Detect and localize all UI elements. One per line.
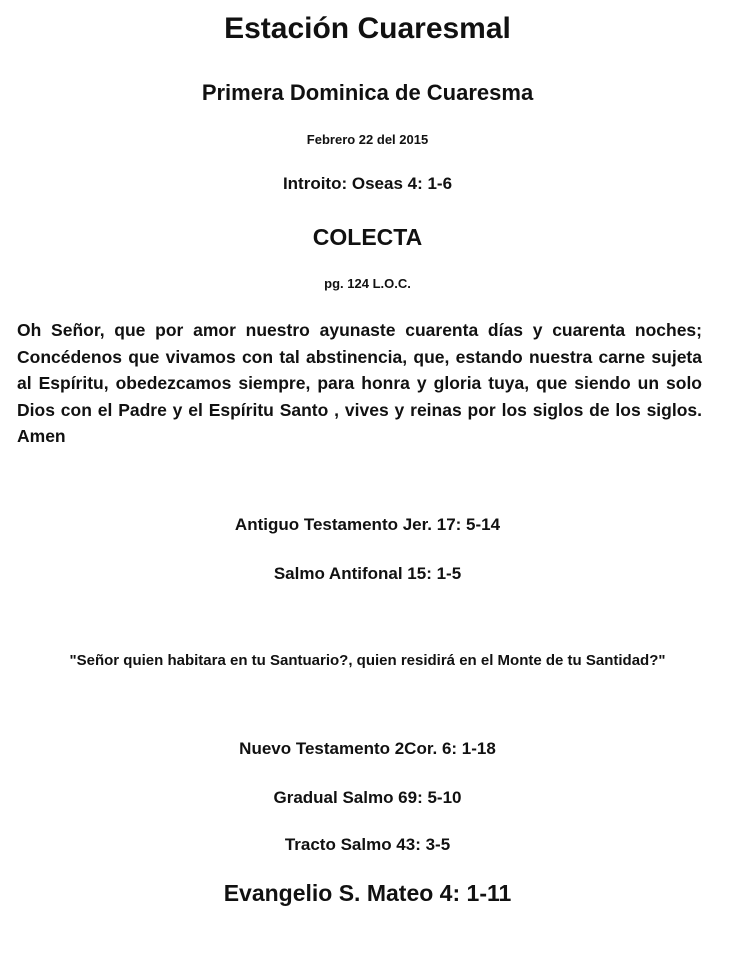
antiphonal-psalm: Salmo Antifonal 15: 1-5 xyxy=(273,564,462,583)
page-title: Estación Cuaresmal xyxy=(224,12,511,45)
gradual-psalm: Gradual Salmo 69: 5-10 xyxy=(273,788,462,807)
collect-heading: COLECTA xyxy=(312,224,423,250)
collect-page-reference: pg. 124 L.O.C. xyxy=(324,276,411,291)
collect-text: Oh Señor, que por amor nuestro ayunaste cuarenta días y cuarenta noches; Concédenos que vivamos con tal abstinencia, que, estando nuestra carne sujeta al Espíritu, obedezcamos siempre, para honra y gloria tuya, que siendo un solo Dios con el Padre y el Espíritu Santo , vives y reinas por los siglos de los siglos. Amen xyxy=(17,320,702,446)
introit-reference: Introito: Oseas 4: 1-6 xyxy=(282,174,453,193)
page-subtitle: Primera Dominica de Cuaresma xyxy=(201,80,534,105)
old-testament-reading: Antiguo Testamento Jer. 17: 5-14 xyxy=(234,515,501,534)
new-testament-reading: Nuevo Testamento 2Cor. 6: 1-18 xyxy=(239,739,496,758)
psalm-antiphon: "Señor quien habitara en tu Santuario?, quien residirá en el Monte de tu Santidad?" xyxy=(69,652,666,669)
gospel-reading: Evangelio S. Mateo 4: 1-11 xyxy=(223,880,512,906)
tract-psalm: Tracto Salmo 43: 3-5 xyxy=(284,835,451,854)
service-date: Febrero 22 del 2015 xyxy=(306,132,429,147)
